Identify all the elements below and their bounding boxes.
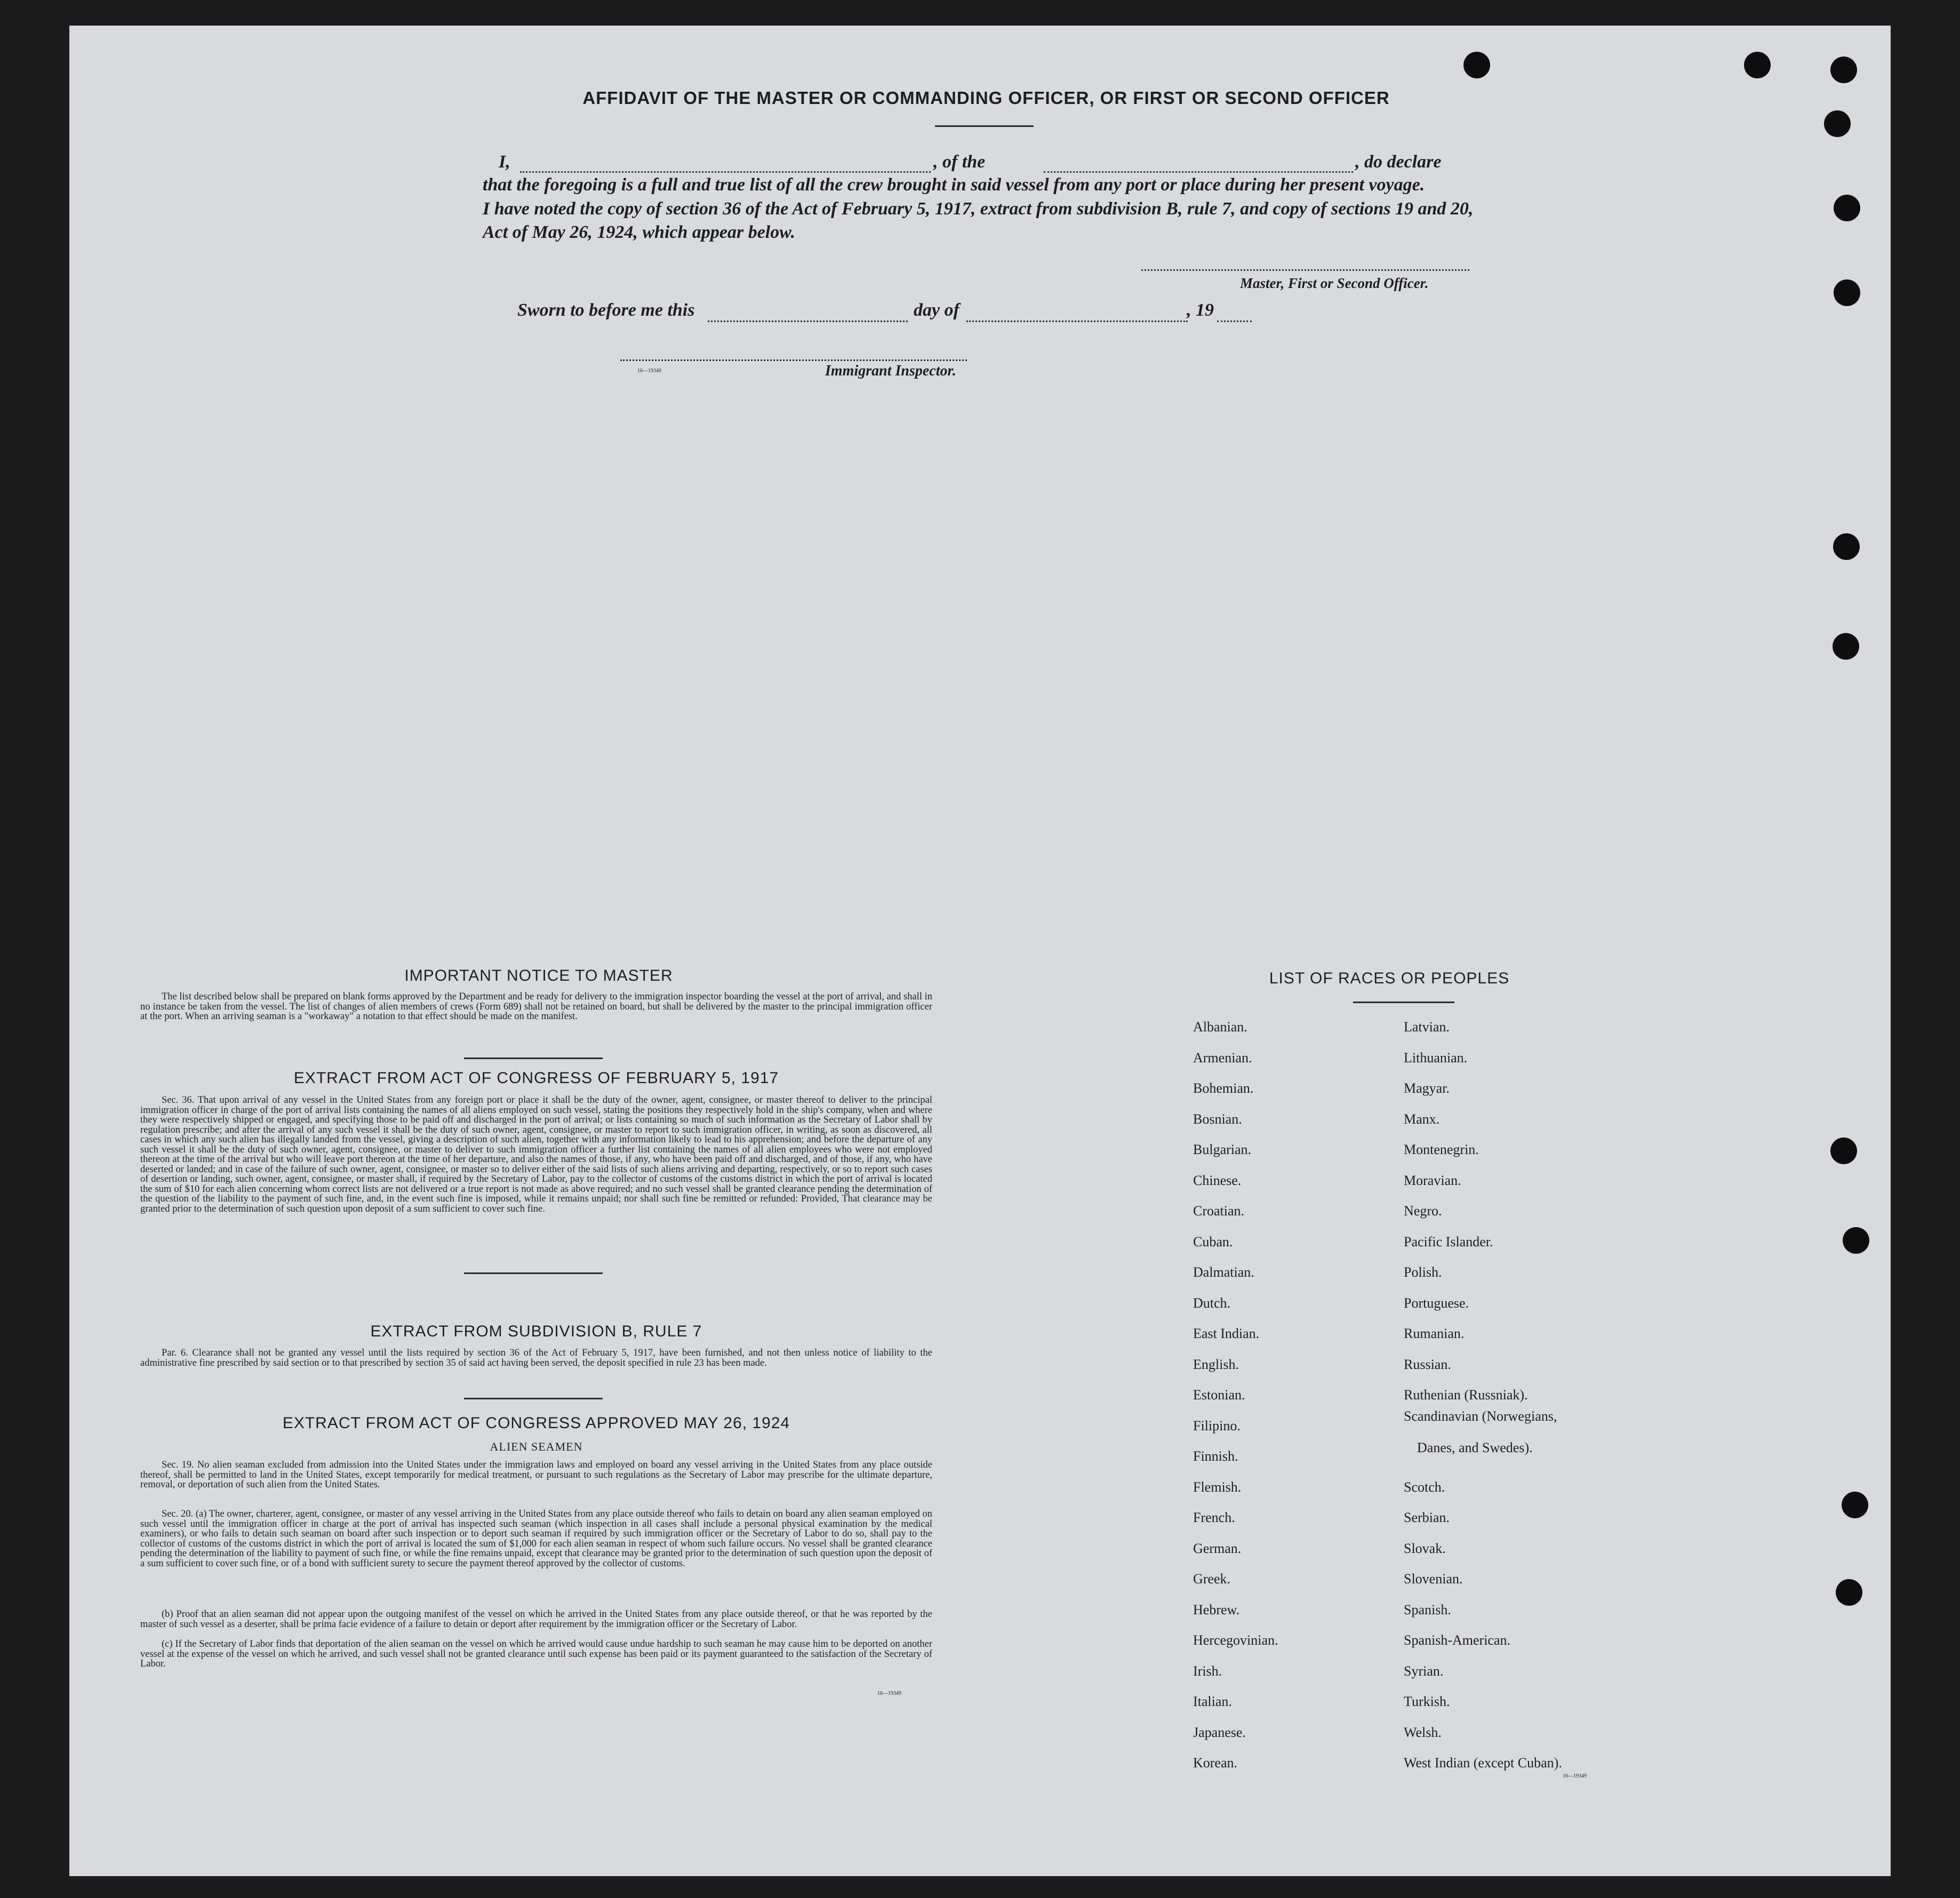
punch-hole: [1830, 1138, 1857, 1164]
year-label: , 19: [1187, 300, 1214, 320]
race-item: Albanian.: [1193, 1019, 1247, 1035]
day-blank[interactable]: [708, 321, 908, 322]
race-item: East Indian.: [1193, 1326, 1260, 1341]
vessel-blank[interactable]: [1044, 171, 1353, 173]
race-item: Bohemian.: [1193, 1080, 1254, 1096]
race-item: Ruthenian (Russniak).: [1404, 1387, 1528, 1403]
punch-hole: [1836, 1579, 1862, 1606]
race-item: Korean.: [1193, 1755, 1238, 1771]
punch-hole: [1834, 279, 1860, 306]
race-item: Rumanian.: [1404, 1326, 1465, 1341]
inspector-signature-line[interactable]: [620, 359, 967, 361]
notice-title: IMPORTANT NOTICE TO MASTER: [404, 967, 673, 984]
race-item: German.: [1193, 1540, 1242, 1556]
race-item: Scandinavian (Norwegians,: [1404, 1408, 1557, 1424]
race-item: Bulgarian.: [1193, 1142, 1252, 1157]
affidavit-line-4: Act of May 26, 1924, which appear below.: [483, 222, 796, 242]
affidavit-body: [483, 152, 1490, 248]
affidavit-title: AFFIDAVIT OF THE MASTER OR COMMANDING OFFICER, OR FIRST OR SECOND OFFICER: [582, 88, 1390, 108]
affidavit-of-the: , of the: [933, 152, 986, 172]
sworn-label: Sworn to before me this: [517, 300, 695, 320]
race-item: Pacific Islander.: [1404, 1234, 1493, 1250]
race-item: Armenian.: [1193, 1050, 1252, 1066]
race-item: Filipino.: [1193, 1418, 1241, 1433]
notice-divider: [464, 1058, 603, 1059]
race-item: Montenegrin.: [1404, 1142, 1479, 1157]
race-item: Croatian.: [1193, 1203, 1245, 1219]
affidavit-line-2: that the foregoing is a full and true list of all the crew brought in said vessel from any port or place during her present voyage.: [483, 175, 1425, 195]
punch-hole: [1843, 1227, 1869, 1254]
race-item: Hebrew.: [1193, 1601, 1240, 1617]
races-form-number: 16—19349: [1563, 1773, 1587, 1779]
sec20c-text: (c) If the Secretary of Labor finds that deportation of the alien seaman on the vessel on which he arrived would cause undue hardship to such seaman he may cause him to be deported on another vessel at the expense of the vessel on which he arrived, and such vessel shall not be granted clearance until such expense has been paid or its payment guaranteed to the satisfaction of the Secretary of Labor.: [140, 1639, 932, 1669]
alien-seamen-subtitle: ALIEN SEAMEN: [490, 1440, 583, 1453]
sec20b-text: (b) Proof that an alien seaman did not appear upon the outgoing manifest of the vessel on which he arrived in the United States from any place outside thereof, or that he was reported by the master of such vessel as a deserter, shall be prima facie evidence of a failure to detain or deport after requirement by the immigration officer or the Secretary of Labor.: [140, 1609, 932, 1630]
races-divider: [1353, 1002, 1454, 1003]
punch-hole: [1463, 52, 1490, 78]
race-item: Flemish.: [1193, 1479, 1242, 1495]
race-item: Turkish.: [1404, 1694, 1450, 1709]
race-item: Finnish.: [1193, 1448, 1238, 1464]
races-title: LIST OF RACES OR PEOPLES: [1269, 970, 1510, 987]
punch-hole: [1744, 52, 1771, 78]
punch-hole: [1824, 110, 1851, 137]
race-item: Irish.: [1193, 1663, 1222, 1679]
signature-line[interactable]: [1141, 269, 1469, 271]
punch-hole: [1834, 195, 1860, 221]
race-item: Dutch.: [1193, 1295, 1231, 1311]
year-blank[interactable]: [1217, 321, 1252, 322]
punch-hole: [1830, 57, 1857, 83]
race-item: Negro.: [1404, 1203, 1442, 1219]
affidavit-line-3: I have noted the copy of section 36 of the Act of February 5, 1917, extract from subdivision B, rule 7, and copy of sections 19 and 20,: [483, 199, 1474, 219]
race-item: West Indian (except Cuban).: [1404, 1755, 1562, 1771]
race-item: Lithuanian.: [1404, 1050, 1468, 1066]
extract-1924-title: EXTRACT FROM ACT OF CONGRESS APPROVED MAY 26, 1924: [282, 1414, 790, 1432]
race-item: French.: [1193, 1510, 1235, 1525]
race-item: Latvian.: [1404, 1019, 1450, 1035]
title-divider: [935, 125, 1034, 127]
rule7-divider: [464, 1398, 603, 1399]
race-item: Japanese.: [1193, 1724, 1246, 1740]
race-item: Moravian.: [1404, 1172, 1461, 1188]
race-item: Magyar.: [1404, 1080, 1450, 1096]
race-item: Syrian.: [1404, 1663, 1444, 1679]
race-item: Estonian.: [1193, 1387, 1245, 1403]
race-item: Polish.: [1404, 1264, 1442, 1280]
race-item: Russian.: [1404, 1356, 1451, 1372]
race-item: Chinese.: [1193, 1172, 1242, 1188]
punch-hole: [1833, 533, 1860, 560]
signature-label: Master, First or Second Officer.: [1240, 275, 1429, 291]
day-of-label: day of: [914, 300, 959, 320]
extract-1917-divider: [464, 1272, 603, 1274]
affidavit-form-number: 16—19349: [637, 368, 661, 374]
sworn-line: [483, 300, 1490, 327]
race-item: Spanish.: [1404, 1601, 1451, 1617]
sec19-text: Sec. 19. No alien seaman excluded from admission into the United States under the immigration laws and employed on board any vessel arriving in the United States from any place outside thereof, shall be permitted to land in the United States, except temporarily for medical treatment, or pursuant to such regulations as the Secretary of Labor may prescribe for the ultimate departure, removal, or deportation of such alien from the United States.: [140, 1460, 932, 1490]
race-item: Slovenian.: [1404, 1571, 1463, 1587]
race-item: Manx.: [1404, 1111, 1440, 1127]
sec20a-text: Sec. 20. (a) The owner, charterer, agent, consignee, or master of any vessel arriving in the United States from any place outside thereof who fails to detain on board any alien seaman employed on such vessel until the immigration officer in charge at the port of arrival has inspected such seaman (which inspection in all cases shall include a personal physical examination by the medical examiners), or who fails to detain such seaman on board after such inspection or to deport such seaman if required by such immigration officer or the Secretary of Labor to do so, shall pay to the collector of customs of the customs district in which the port of arrival is located the sum of $1,000 for each alien seaman in respect of whom such failure occurs. No vessel shall be granted clearance pending the determination of the liability to payment of such fine, or while the fine remains unpaid, except that clearance may be granted prior to the determination of such question upon the deposit of a sum sufficient to cover such fine, or of a bond with sufficient surety to secure the payment thereof approved by the collector of customs.: [140, 1509, 932, 1569]
race-item: Italian.: [1193, 1694, 1232, 1709]
inspector-label: Immigrant Inspector.: [825, 363, 956, 379]
affidavit-do-declare: , do declare: [1355, 152, 1442, 172]
extract-1917-text: Sec. 36. That upon arrival of any vessel in the United States from any foreign port or place it shall be the duty of the owner, agent, consignee, or master thereof to deliver to the principal immigration officer in charge of the port of arrival lists containing the names of all aliens employed on such vessel, stating the positions they respectively hold in the ship's company, when and where they were respectively shipped or engaged, and specifying those to be paid off and discharged in the port of arrival; or lists containing so much of such information as the Secretary of Labor shall by regulation prescribe; and after the arrival of any such vessel it shall be the duty of such owner, agent, consignee, or master to report to such immigration officer, in writing, as soon as discovered, all cases in which any such alien has illegally landed from the vessel, giving a description of such alien, together with any information likely to lead to his apprehension; and before the departure of any such vessel it shall be the duty of such owner, agent, consignee, or master to deliver to such immigration officer a further list containing the names of all alien employees who were not employed thereon at the time of the arrival but who will leave port thereon at the time of her departure, and also the names of those, if any, who have been paid off and discharged, and of those, if any, who have deserted or landed; and in case of the failure of such owner, agent, consignee, or master so to deliver either of the said lists of such aliens arriving and departing, respectively, or so to report such cases of desertion or landing, such owner, agent, consignee, or master shall, if required by the Secretary of Labor, pay to the collector of customs of the customs district in which the port of arrival is located the sum of $10 for each alien concerning whom correct lists are not delivered or a true report is not made as above required; and no such vessel shall be granted clearance pending the determination of the question of the liability to the payment of such fine, and, in the event such fine is imposed, while it remains unpaid; nor shall such fine be remitted or refunded: Provided, That clearance may be granted prior to the determination of such question upon deposit of a sum sufficient to cover such fine.: [140, 1095, 932, 1214]
race-item: Portuguese.: [1404, 1295, 1469, 1311]
race-scandinavian-continued: Danes, and Swedes).: [1417, 1440, 1533, 1455]
race-item: Welsh.: [1404, 1724, 1442, 1740]
race-item: Spanish-American.: [1404, 1632, 1511, 1648]
race-item: Greek.: [1193, 1571, 1231, 1587]
race-item: Dalmatian.: [1193, 1264, 1254, 1280]
race-item: Slovak.: [1404, 1540, 1446, 1556]
race-item: Bosnian.: [1193, 1111, 1242, 1127]
race-item: Serbian.: [1404, 1510, 1450, 1525]
affidavit-i: I,: [499, 152, 510, 172]
extract-form-number: 16—19349: [877, 1691, 901, 1696]
punch-hole: [1833, 633, 1859, 660]
punch-hole: [1842, 1492, 1868, 1518]
race-item: Hercegovinian.: [1193, 1632, 1278, 1648]
rule7-title: EXTRACT FROM SUBDIVISION B, RULE 7: [370, 1323, 702, 1340]
extract-1917-title: EXTRACT FROM ACT OF CONGRESS OF FEBRUARY 5, 1917: [293, 1069, 779, 1087]
name-blank[interactable]: [520, 171, 931, 173]
race-item: Cuban.: [1193, 1234, 1233, 1250]
rule7-text: Par. 6. Clearance shall not be granted any vessel until the lists required by section 36 of the Act of February 5, 1917, have been furnished, and not then unless notice of liability to the administrative fine prescribed by said section or to that prescribed by section 35 of said act having been served, the deposit specified in rule 23 has been made.: [140, 1348, 932, 1368]
race-item: Scotch.: [1404, 1479, 1445, 1495]
notice-text: The list described below shall be prepared on blank forms approved by the Department and be ready for delivery to the immigration inspector boarding the vessel at the port of arrival, and shall in no instance be taken from the vessel. The list of changes of alien members of crews (Form 689) shall not be retained on board, but shall be delivered by the master to the principal immigration officer at the port. When an arriving seaman is a "workaway" a notation to that effect should be made on the manifest.: [140, 991, 932, 1022]
race-item: English.: [1193, 1356, 1239, 1372]
month-blank[interactable]: [966, 321, 1188, 322]
